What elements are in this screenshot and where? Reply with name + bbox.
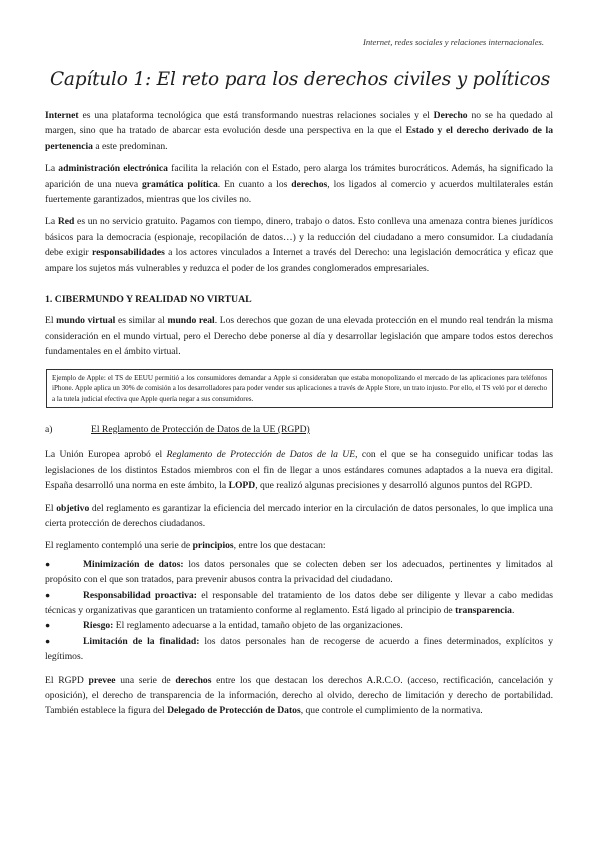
rgpd-paragraph-3: El reglamento contempló una serie de principios, entre los que destacan: [45,540,326,552]
list-item: ● Riesgo: El reglamento adecuarse a la entidad, tamaño objeto de las organizaciones. [45,618,553,633]
chapter-title: Capítulo 1: El reto para los derechos civiles y políticos [49,69,551,90]
list-item: ● Limitación de la finalidad: los datos personales han de recogerse de acuerdo a fines determinados, explícitos y legítimos. [45,635,553,663]
running-header: Internet, redes sociales y relaciones internacionales. [363,37,544,47]
rgpd-paragraph-4: El RGPD prevee una serie de derechos entre los que destacan los derechos A.R.C.O. (acceso, rectificación, cancelación y oposición), el derecho de transparencia de la información, derecho al olvido, derecho de limitación y derecho de portabilidad. También establece la figura del Delegado de Protección de Datos, que controle el cumplimiento de la normativa. [45,674,553,717]
term-internet: Internet [45,110,79,121]
bullet-icon: ● [45,558,51,569]
section1-paragraph: El mundo virtual es similar al mundo real. Los derechos que gozan de una elevada protección en el mundo real tendrán la misma consideración en el mundo virtual, pero el Derecho debe ponerse al día y desarrollar legislación que ampare todos estos derechos fundamentales en el ámbito virtual. [45,315,553,358]
intro-paragraph-3: La Red es un no servicio gratuito. Pagamos con tiempo, dinero, trabajo o datos. Esto conlleva una amenaza contra bienes jurídicos básicos para la democracia (espionaje, recopilación de datos…) y la reducción del ciudadano a mero consumidor. La ciudadanía debe exigir responsabilidades a los actores vinculados a Internet a través del Derecho: una legislación democrática y eficaz que ampare los sujetos más vulnerables y reduzca el poder de los grandes conglomerados empresariales. [45,216,553,274]
list-item: ● Minimización de datos: los datos personales que se colecten deben ser los adecuados, pertinentes y limitados al propósito con el que son tratados, para prevenir abusos contra la privacidad del ciudadano. [45,558,554,586]
document-body [45,108,553,726]
bullet-icon: ● [45,620,51,631]
example-box: Ejemplo de Apple: el TS de EEUU permitió a los consumidores demandar a Apple si consideraban que estaba monopolizando el mercado de las aplicaciones para teléfonos iPhone. Apple aplica un 30% de comisión a los desarrolladores para poder vender sus aplicaciones a través de Apple Store, un trato injusto. Por ello, el TS veló por el derecho a la tutela judicial efectiva que Apple quería negar a sus consumidores. [46,369,553,408]
subsection-title: El Reglamento de Protección de Datos de la UE (RGPD) [91,423,310,435]
subsection-heading-a [45,422,553,437]
bullet-icon: ● [45,635,51,646]
section-heading-1: 1. CIBERMUNDO Y REALIDAD NO VIRTUAL [45,294,252,306]
rgpd-paragraph-1: La Unión Europea aprobó el Reglamento de Protección de Datos de la UE, con el que se ha conseguido unificar todas las legislaciones de los distintos Estados miembros con el fin de llegar a unos estándares comunes adaptados a la nueva era digital. España desarrolló una norma en este ámbito, la LOPD, que realizó algunas precisiones y desarrolló algunos puntos del RGPD. [45,449,554,492]
list-item: ● Responsabilidad proactiva: el responsable del tratamiento de los datos debe ser diligente y llevar a cabo medidas técnicas y organizativas que garanticen un tratamiento conforme al reglamento. Está ligado al principio de transparencia. [45,589,553,616]
intro-paragraph-1: Internet es una plataforma tecnológica que está transformando nuestras relaciones sociales y el Derecho no se ha quedado al margen, sino que ha tratado de abarcar esta evolución desde una perspectiva en la que el Estado y el derecho derivado de la pertenencia a este predominan. [45,110,554,152]
principles-list [45,557,553,665]
rgpd-paragraph-2: El objetivo del reglamento es garantizar la eficiencia del mercado interior en la circulación de datos personales, lo que implica una cierta protección de derechos ciudadanos. [45,502,553,529]
subsection-label: a) [45,423,53,435]
bullet-icon: ● [45,589,51,600]
intro-paragraph-2: La administración electrónica facilita la relación con el Estado, pero alarga los trámites burocráticos. Además, ha significado la aparición de una nueva gramática política. En cuanto a los derechos, los ligados al comercio y acuerdos multilaterales están fuertemente garantizados, mientras que los civiles no. [45,163,553,206]
